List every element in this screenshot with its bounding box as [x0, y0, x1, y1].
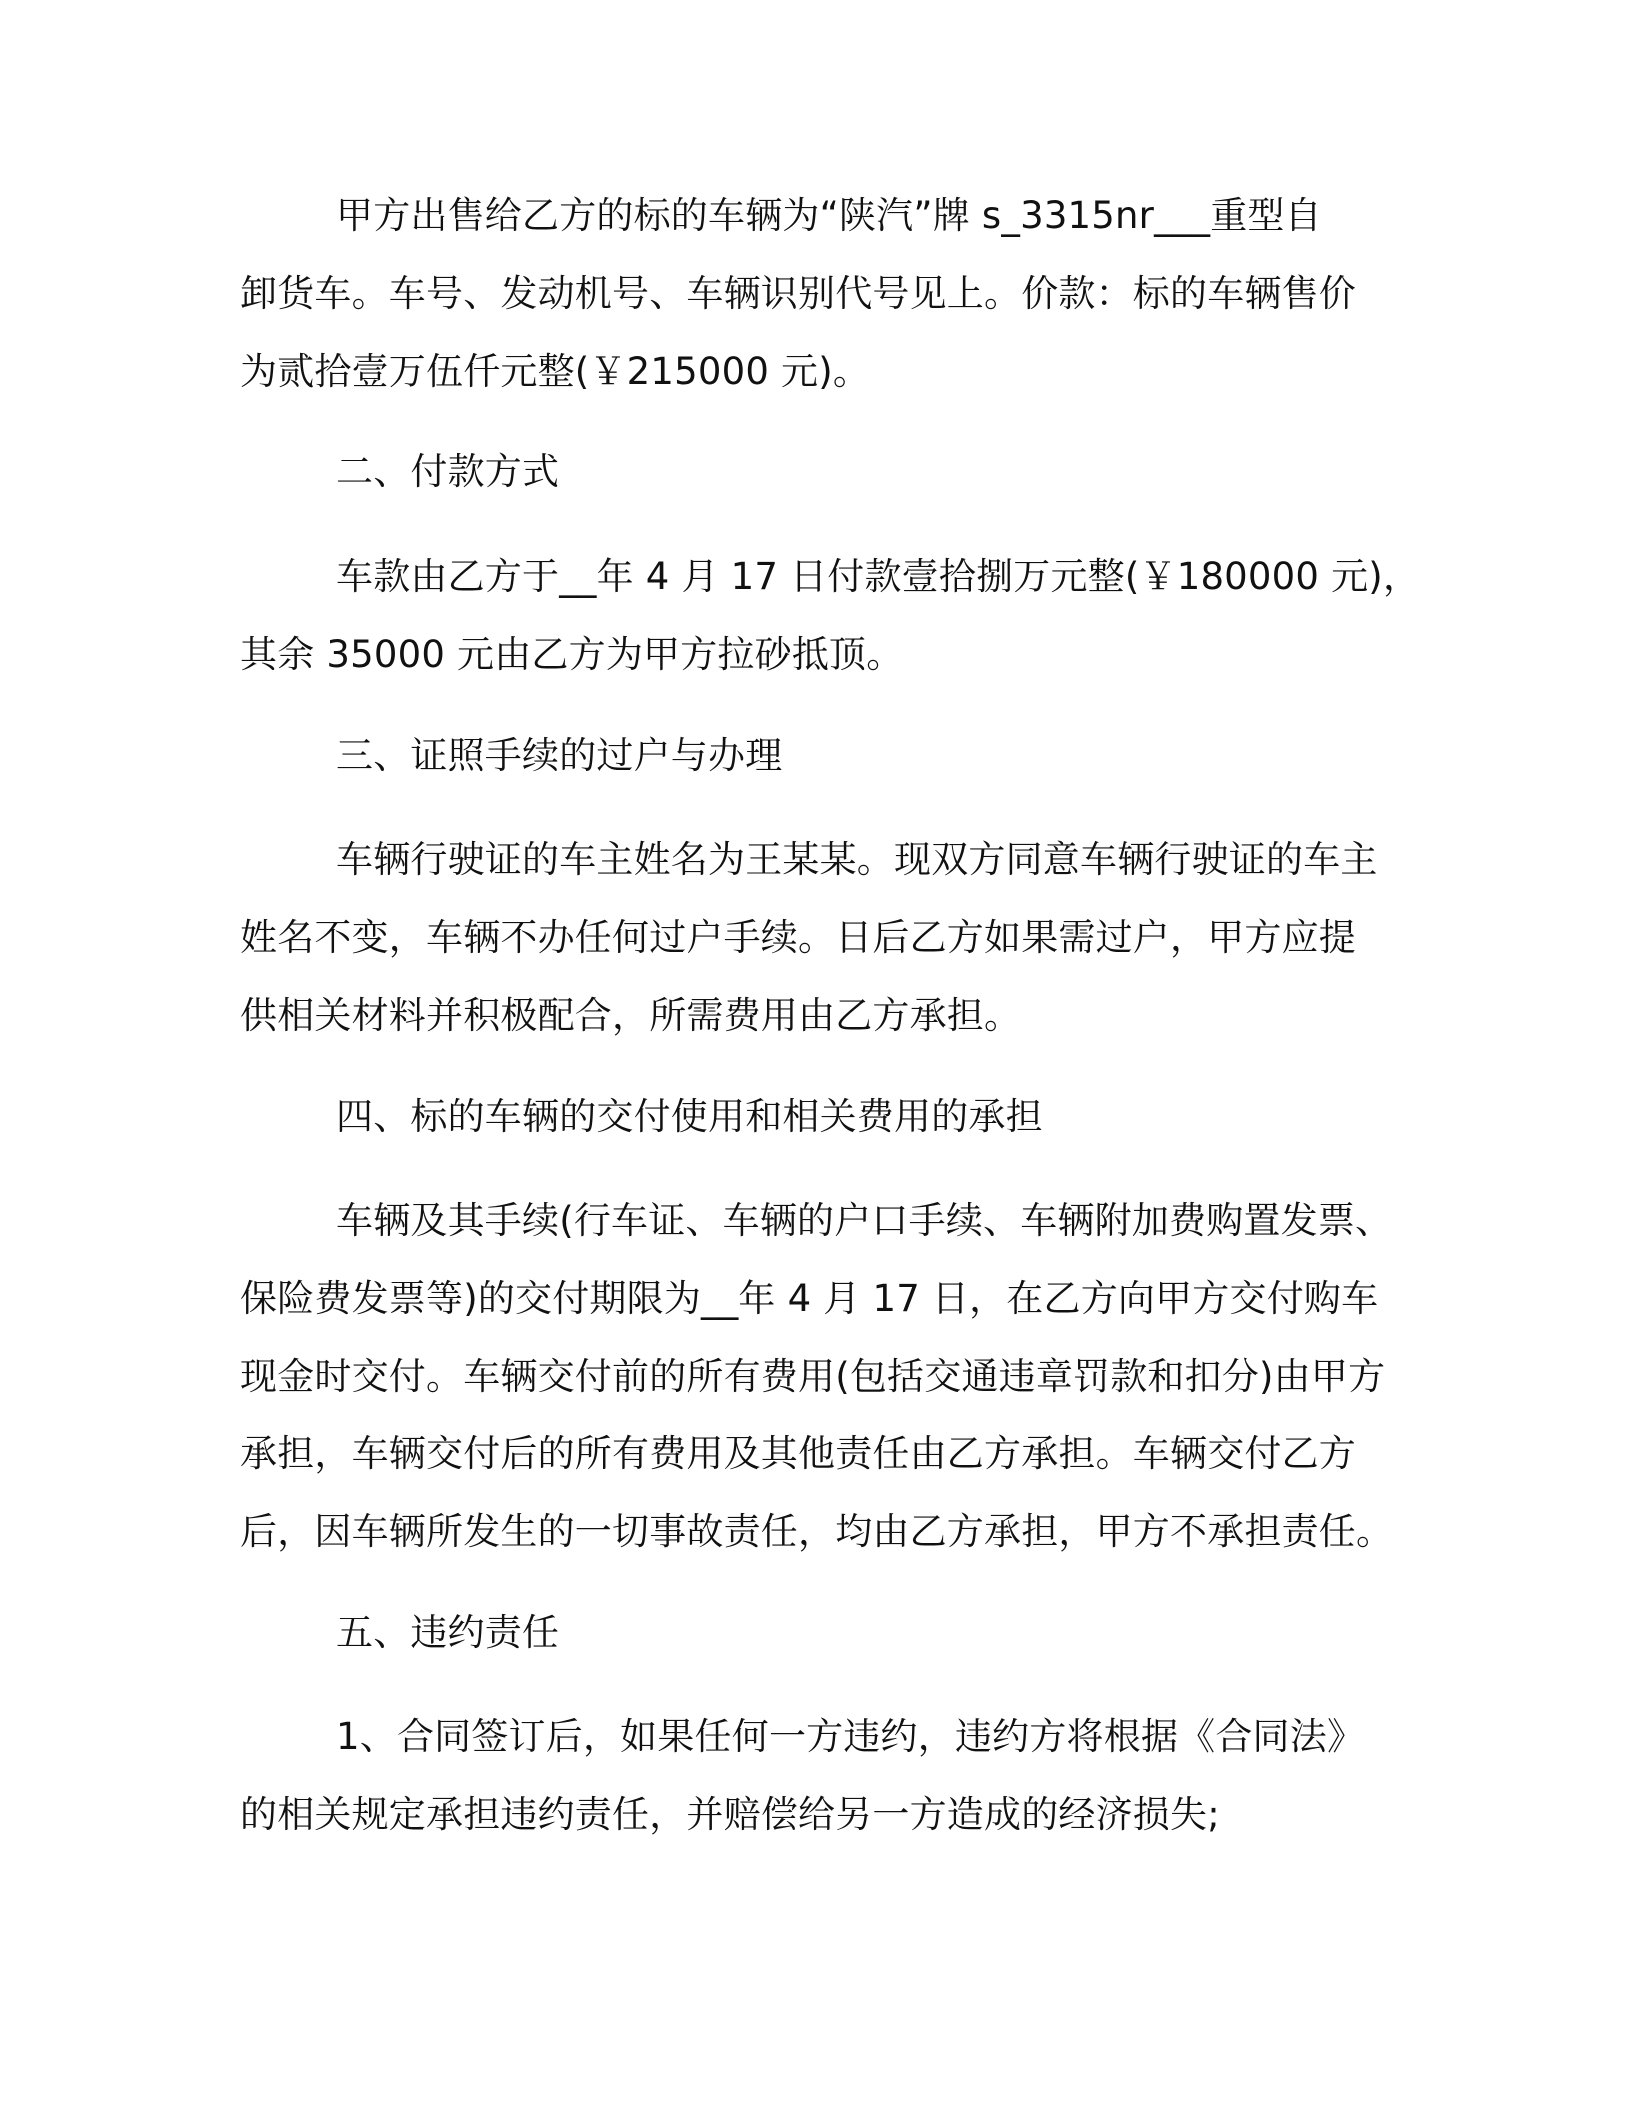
- payment-line-2: 其余 35000 元由乙方为甲方拉砂抵顶。: [240, 633, 904, 676]
- delivery-line-4: 承担，车辆交付后的所有费用及其他责任由乙方承担。车辆交付乙方: [240, 1432, 1356, 1475]
- delivery-line-2: 保险费发票等)的交付期限为__年 4 月 17 日，在乙方向甲方交付购车: [240, 1277, 1379, 1320]
- section-heading-payment: 二、付款方式: [336, 450, 560, 493]
- section-heading-breach: 五、违约责任: [336, 1611, 560, 1654]
- section-heading-transfer: 三、证照手续的过户与办理: [336, 734, 783, 777]
- delivery-line-1: 车辆及其手续(行车证、车辆的户口手续、车辆附加费购置发票、: [336, 1199, 1393, 1242]
- delivery-line-5: 后，因车辆所发生的一切事故责任，均由乙方承担，甲方不承担责任。: [240, 1510, 1394, 1553]
- payment-line-1: 车款由乙方于__年 4 月 17 日付款壹拾捌万元整(￥180000 元)，: [336, 555, 1421, 598]
- transfer-line-2: 姓名不变，车辆不办任何过户手续。日后乙方如果需过户，甲方应提: [240, 916, 1356, 959]
- breach-line-1: 1、合同签订后，如果任何一方违约，违约方将根据《合同法》: [336, 1715, 1365, 1758]
- transfer-line-3: 供相关材料并积极配合，所需费用由乙方承担。: [240, 994, 1022, 1037]
- sale-vehicle-line-2: 卸货车。车号、发动机号、车辆识别代号见上。价款：标的车辆售价: [240, 272, 1356, 315]
- delivery-line-3: 现金时交付。车辆交付前的所有费用(包括交通违章罚款和扣分)由甲方: [240, 1355, 1386, 1398]
- sale-vehicle-line-1: 甲方出售给乙方的标的车辆为“陕汽”牌 s_3315nr___重型自: [336, 194, 1322, 237]
- sale-vehicle-line-3: 为贰拾壹万伍仟元整(￥215000 元)。: [240, 350, 871, 393]
- transfer-line-1: 车辆行驶证的车主姓名为王某某。现双方同意车辆行驶证的车主: [336, 838, 1378, 881]
- breach-line-2: 的相关规定承担违约责任，并赔偿给另一方造成的经济损失;: [240, 1793, 1220, 1836]
- section-heading-delivery: 四、标的车辆的交付使用和相关费用的承担: [336, 1095, 1043, 1138]
